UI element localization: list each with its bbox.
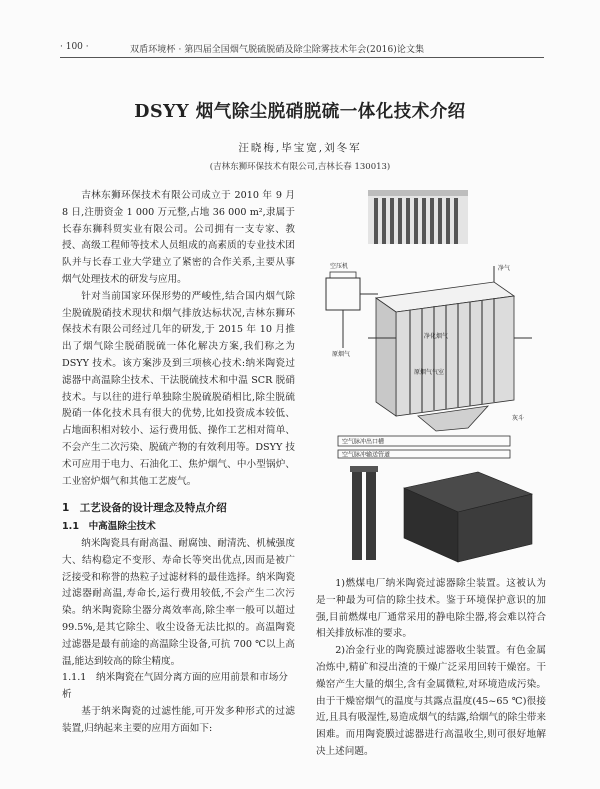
label-compressor: 空压机: [330, 263, 349, 270]
label-pulse-outlet: 空气脉冲出口槽: [342, 438, 385, 446]
section-heading-1-1: 1.1 中高温除尘技术: [62, 521, 156, 533]
label-clean-room: 净化烟气: [424, 333, 449, 340]
ceramic-honeycomb-block: [404, 472, 532, 562]
photo-ceramic-tubes: [368, 190, 468, 244]
paragraph-intro: 吉林东狮环保技术有限公司成立于 2010 年 9 月 8 日,注册资金 1 000 万元整,占地 36 000 m²,隶属于长春东狮科贸实业有限公司。公司拥有一支专家、教授、高级工程师等技术人员组成的高素质的专业技术团队并与长春工业大学建立了紧密的合作关系,主要从事烟气处理技术的研发与应用。: [62, 190, 295, 285]
left-column: [62, 188, 295, 738]
figure-illustration: [318, 188, 546, 566]
label-pulse-pipe: 空气脉冲输送管道: [342, 451, 391, 459]
section-heading-1: 1 工艺设备的设计理念及特点介绍: [62, 502, 227, 515]
paragraph-dsyy: 针对当前国家环保形势的严峻性,结合国内烟气除尘脱硫脱硝技术现状和烟气排放达标状况,吉林东狮环保技术有限公司经过几年的研发,于 2015 年 10 月推出了烟气除尘脱硝脱硫一体化解决方案,我们称之为 DSYY 技术。该方案涉及到三项核心技术:纳米陶瓷过滤器中高温除尘技术、干法脱硫技术和中温 SCR 脱硝技术。与以往的进行单独除尘脱硫脱硝相比,除尘脱硫脱硝一体化技术具有很大的优势,比如投资成本较低、占地面积相对较小、运行费用低、操作工艺相对简单、不会产生二次污染、脱硫产物的有效利用等。DSYY 技术可应用于电力、石油化工、焦炉烟气、中小型锅炉、工业窑炉烟气和其他工艺废气。: [62, 290, 295, 487]
filter-housing: [368, 266, 532, 431]
ceramic-tube-element: [350, 466, 378, 560]
figure-dust-removal-device: [318, 188, 546, 566]
section-heading-1-1-1: 1.1.1 纳米陶瓷在气固分离方面的应用前景和市场分析: [62, 672, 288, 701]
paragraph-ceramic: 纳米陶瓷具有耐高温、耐腐蚀、耐清洗、机械强度大、结构稳定不变形、寿命长等突出优点,因而是被广泛接受和称誉的热粒子过滤材料的最佳选择。纳米陶瓷过滤器耐高温,寿命长,运行费用较低,不会产生二次污染。纳米陶瓷除尘器分离效率高,除尘率一般可以超过 99.5%,是其它除尘、收尘设备无法比拟的。高温陶瓷过滤器是最有前途的高温除尘设备,可抗 700 ℃以上高温,能达到较高的除尘精度。: [62, 537, 295, 667]
label-raw-room: 原烟气气室: [414, 369, 445, 376]
article-title: DSYY 烟气除尘脱硝脱硫一体化技术介绍: [134, 102, 466, 122]
paragraph-item-1: 1)燃煤电厂纳米陶瓷过滤器除尘装置。这被认为是一种最为可信的除尘技术。鉴于环境保护意识的加强,目前燃煤电厂通常采用的静电除尘器,将会难以符合相关排放标准的要求。: [316, 578, 546, 640]
label-clean-gas: 净气: [498, 265, 511, 272]
label-inlet-gas: 原烟气: [332, 351, 351, 358]
page-number: · 100 ·: [60, 42, 89, 52]
running-title: 双盾环境杯 · 第四届全国烟气脱硫脱硝及除尘除雾技术年会(2016)论文集: [130, 45, 425, 55]
article-authors: 汪晓梅,毕宝宽,刘冬军: [238, 142, 362, 154]
compressor-tank: [326, 272, 378, 348]
header-rule: [60, 57, 544, 58]
article-affiliation: (吉林东狮环保技术有限公司,吉林长春 130013): [209, 162, 391, 172]
label-ash-hopper: 灰斗: [512, 415, 525, 422]
paragraph-applications: 基于纳米陶瓷的过滤性能,可开发多种形式的过滤装置,归纳起来主要的应用方面如下:: [62, 705, 295, 734]
paragraph-item-2: 2)冶金行业的陶瓷膜过滤器收尘装置。有色金属冶炼中,精矿和浸出渣的干燥广泛采用回转干燥窑。干燥窑产生大量的烟尘,含有金属微粒,对环境造成污染。由于干燥窑烟气的温度与其露点温度(45~65 ℃)很接近,且具有吸湿性,易造成烟气的结露,给烟气的除尘带来困难。而用陶瓷膜过滤器进行高温收尘,则可很好地解决上述问题。: [316, 645, 546, 757]
running-header: [60, 40, 542, 56]
right-column: [316, 576, 546, 761]
